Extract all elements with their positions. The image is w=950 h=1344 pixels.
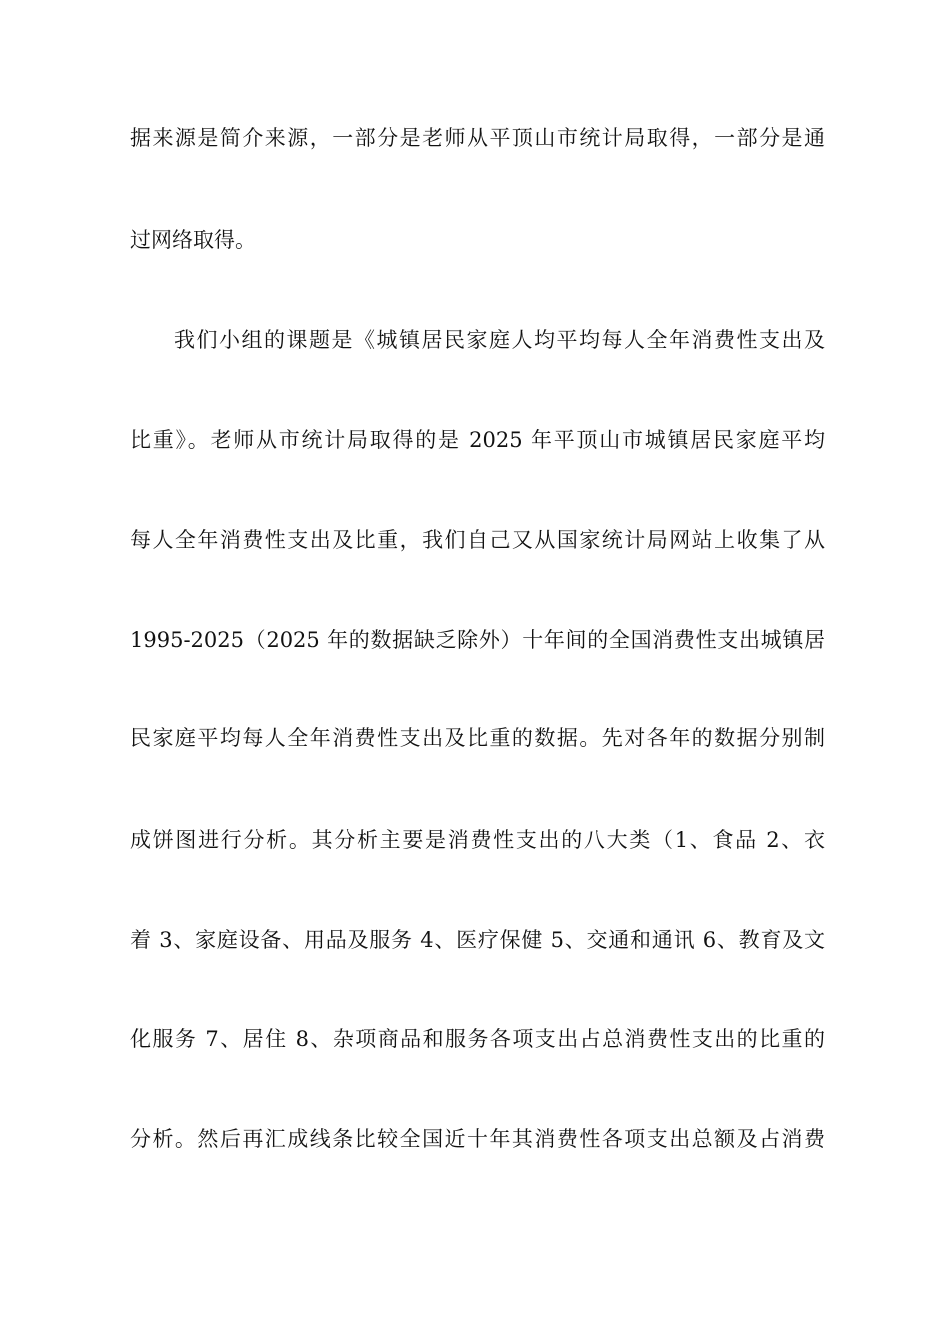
paragraph-line: 1995-2025（2025 年的数据缺乏除外）十年间的全国消费性支出城镇居 <box>130 628 825 652</box>
paragraph-line: 比重》。老师从市统计局取得的是 2025 年平顶山市城镇居民家庭平均 <box>130 428 825 452</box>
paragraph-line: 据来源是简介来源，一部分是老师从平顶山市统计局取得，一部分是通 <box>130 126 825 150</box>
paragraph-line: 分析。然后再汇成线条比较全国近十年其消费性各项支出总额及占消费 <box>130 1127 825 1151</box>
paragraph-line: 过网络取得。 <box>130 228 256 252</box>
paragraph-line: 每人全年消费性支出及比重，我们自己又从国家统计局网站上收集了从 <box>130 528 825 552</box>
paragraph-line: 我们小组的课题是《城镇居民家庭人均平均每人全年消费性支出及 <box>174 328 825 352</box>
paragraph-line: 成饼图进行分析。其分析主要是消费性支出的八大类（1、食品 2、衣 <box>130 828 825 852</box>
paragraph-line: 着 3、家庭设备、用品及服务 4、医疗保健 5、交通和通讯 6、教育及文 <box>130 928 825 952</box>
paragraph-line: 化服务 7、居住 8、杂项商品和服务各项支出占总消费性支出的比重的 <box>130 1027 825 1051</box>
paragraph-line: 民家庭平均每人全年消费性支出及比重的数据。先对各年的数据分别制 <box>130 726 825 750</box>
